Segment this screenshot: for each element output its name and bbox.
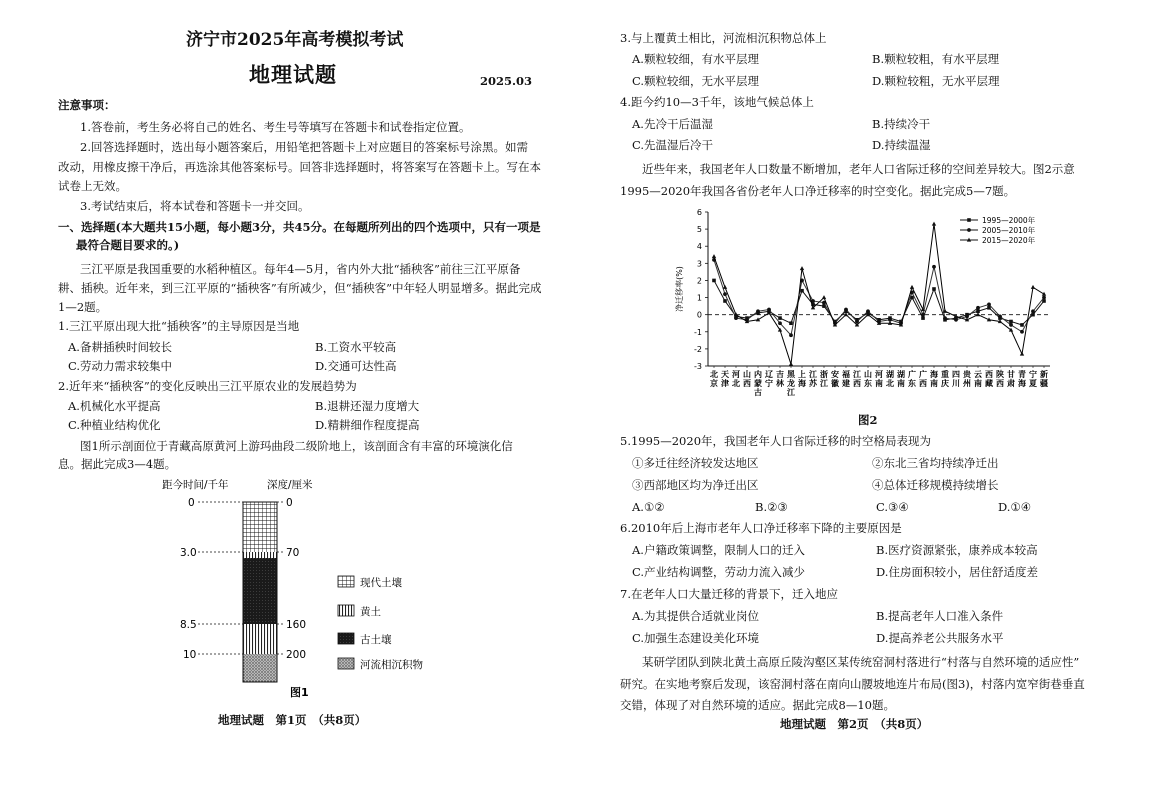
chart-y-tick-label: 3	[696, 259, 702, 269]
chart-data-point	[1020, 323, 1024, 327]
passage-line: 1—2题。	[58, 300, 108, 314]
chart-series-2	[712, 258, 1046, 337]
notice-line: 改动，用橡皮擦干净后，再选涂其他答案标号。回答非选择题时，将答案写在答题卡上。写在本	[58, 160, 541, 174]
chart-data-point	[932, 222, 936, 226]
chart-x-tick-label: 陕西	[996, 370, 1004, 388]
layer-paleosol	[243, 558, 277, 624]
passage-line: 交错，体现了对自然环境的适应。据此完成8—10题。	[620, 698, 895, 712]
question-2-option-b[interactable]: B.退耕还湿力度增大	[315, 399, 420, 413]
question-5-option-d[interactable]: D.①④	[998, 500, 1032, 514]
chart-data-point	[1031, 309, 1035, 313]
chart-data-point	[723, 299, 727, 303]
chart-y-tick-label: 1	[696, 293, 702, 303]
question-6-option-c[interactable]: C.产业结构调整，劳动力流入减少	[632, 565, 806, 579]
chart-data-point	[789, 321, 793, 325]
fig1-legend-item: 河流相沉积物	[360, 659, 423, 671]
chart-y-tick-label: 5	[696, 225, 702, 235]
chart-x-tick-label: 山东	[864, 370, 872, 388]
passage-line: 1995—2020年我国各省份老年人口净迁移率的时空变化。据此完成5—7题。	[620, 184, 1016, 198]
chart-series-line	[714, 224, 1044, 364]
chart-data-point	[1020, 330, 1024, 334]
chart-data-point	[712, 254, 716, 258]
layer-modern-soil	[243, 502, 277, 552]
chart-data-point	[921, 316, 925, 320]
chart-legend-label: 2005—2010年	[982, 226, 1036, 235]
question-7-option-b[interactable]: B.提高老年人口准入条件	[876, 609, 1004, 623]
fig1-left-tick: 8.5	[180, 619, 197, 631]
chart-legend-marker	[967, 228, 971, 232]
question-5-stem: 5.1995—2020年，我国老年人口省际迁移的时空格局表现为	[620, 434, 932, 448]
subject-title: 地理试题	[249, 62, 337, 87]
notice-line: 2.回答选择题时，选出每小题答案后，用铅笔把答题卡上对应题目的答案标号涂黑。如需	[80, 140, 528, 154]
question-1-option-b[interactable]: B.工资水平较高	[315, 340, 397, 354]
fig1-left-header: 距今时间/千年	[162, 479, 229, 491]
question-1-stem: 1.三江平原出现大批“插秧客”的主导原因是当地	[58, 319, 300, 333]
chart-x-tick-label: 云南	[974, 370, 982, 388]
chart-data-point	[976, 306, 980, 310]
chart-legend-label: 2015—2020年	[982, 236, 1036, 245]
page-2-footer: 地理试题 第2页 （共8页）	[780, 717, 929, 731]
chart-data-point	[800, 266, 804, 270]
question-3-option-a[interactable]: A.颗粒较细，有水平层理	[632, 52, 759, 66]
question-6-stem: 6.2010年后上海市老年人口净迁移率下降的主要原因是	[620, 521, 902, 535]
chart-x-tick-label: 上海	[798, 370, 806, 388]
chart-data-point	[756, 309, 760, 313]
chart-data-point	[1009, 323, 1013, 327]
chart-data-point	[789, 333, 793, 337]
figure-1	[150, 476, 450, 701]
question-5-option-a[interactable]: A.①②	[632, 500, 665, 514]
chart-data-point	[844, 308, 848, 312]
fig1-right-header: 深度/厘米	[267, 479, 313, 491]
page-2	[580, 0, 1158, 800]
chart-y-tick-label: -1	[694, 327, 702, 337]
question-2-option-a[interactable]: A.机械化水平提高	[68, 399, 161, 413]
chart-x-tick-label: 重庆	[941, 370, 949, 388]
chart-data-point	[712, 279, 716, 283]
chart-data-point	[723, 285, 727, 289]
chart-data-point	[822, 295, 826, 299]
chart-data-point	[734, 316, 738, 320]
chart-data-point	[1020, 352, 1024, 356]
chart-x-tick-label: 广西	[919, 370, 927, 388]
question-3-option-d[interactable]: D.颗粒较粗，无水平层理	[872, 74, 1000, 88]
chart-y-tick-label: 6	[696, 208, 702, 217]
chart-x-tick-label: 江苏	[809, 370, 817, 388]
question-4-stem: 4.距今约10—3千年，该地气候总体上	[620, 95, 814, 109]
chart-y-tick-label: -3	[694, 362, 702, 371]
fig1-right-tick: 200	[286, 649, 307, 661]
question-5-option-b[interactable]: B.②③	[755, 500, 788, 514]
fig1-right-tick: 70	[286, 547, 300, 559]
chart-y-tick-label: 0	[696, 310, 702, 320]
chart-y-tick-label: 4	[696, 242, 702, 252]
question-4-option-b[interactable]: B.持续冷干	[872, 117, 931, 131]
chart-x-tick-label: 青海	[1018, 370, 1026, 388]
chart-x-tick-label: 山西	[743, 370, 751, 388]
chart-x-tick-label: 湖南	[897, 370, 905, 388]
notice-line: 3.考试结束后，将本试卷和答题卡一并交回。	[80, 199, 310, 213]
chart-x-tick-label: 贵州	[963, 370, 971, 388]
chart-x-tick-label: 福建	[842, 370, 850, 388]
chart-data-point	[987, 303, 991, 307]
passage-line: 图1所示剖面位于青藏高原黄河上游玛曲段二级阶地上，该剖面含有丰富的环境演化信	[80, 439, 513, 453]
chart-x-tick-label: 广东	[908, 370, 916, 388]
question-5-statement-4: ④总体迁移规模持续增长	[872, 478, 999, 492]
fig1-left-tick: 3.0	[180, 547, 197, 559]
chart-y-label: 净迁移率(%)	[675, 266, 684, 312]
question-3-stem: 3.与上覆黄土相比，河流相沉积物总体上	[620, 31, 827, 45]
layer-loess	[243, 552, 277, 558]
question-1-option-d[interactable]: D.交通可达性高	[315, 359, 397, 373]
chart-data-point	[778, 316, 782, 320]
question-3-option-c[interactable]: C.颗粒较细，无水平层理	[632, 74, 760, 88]
chart-data-point	[910, 285, 914, 289]
fig2-caption: 图2	[858, 413, 878, 427]
chart-x-tick-label: 河北	[732, 370, 740, 388]
question-6-option-a[interactable]: A.户籍政策调整，限制人口的迁入	[632, 543, 805, 557]
exam-title: 济宁市2025年高考模拟考试	[186, 30, 404, 50]
chart-x-tick-label: 四川	[952, 370, 960, 388]
fig1-left-tick: 0	[188, 497, 195, 509]
question-7-option-c[interactable]: C.加强生态建设美化环境	[632, 631, 760, 645]
question-2-stem: 2.近年来“插秧客”的变化反映出三江平原农业的发展趋势为	[58, 379, 357, 393]
section-heading: 一、选择题(本大题共15小题，每小题3分，共45分。在每题所列出的四个选项中，只有一项是	[58, 220, 541, 234]
section-heading-cont: 最符合题目要求的。)	[76, 238, 180, 252]
passage-line: 耕、插秧。近年来，到三江平原的“插秧客”有所减少，但“插秧客”中年轻人明显增多。据此完成	[58, 281, 542, 295]
passage-line: 三江平原是我国重要的水稻种植区。每年4—5月，省内外大批“插秧客”前往三江平原备	[80, 262, 521, 276]
chart-x-tick-label: 安徽	[831, 370, 839, 388]
chart-series-1	[712, 279, 1046, 327]
question-2-option-d[interactable]: D.精耕细作程度提高	[315, 418, 420, 432]
chart-x-tick-label: 内蒙古	[754, 370, 762, 397]
chart-x-tick-label: 天津	[721, 370, 729, 388]
notice-line: 试卷上无效。	[58, 179, 127, 193]
chart-data-point	[789, 362, 793, 366]
question-1-option-c[interactable]: C.劳动力需求较集中	[68, 359, 173, 373]
question-5-statement-3: ③西部地区均为净迁出区	[632, 478, 759, 492]
chart-x-tick-label: 辽宁	[765, 370, 773, 388]
notice-line: 1.答卷前，考生务必将自己的姓名、考生号等填写在答题卡和试卷指定位置。	[80, 120, 471, 134]
question-7-stem: 7.在老年人口大量迁移的背景下，迁入地应	[620, 587, 838, 601]
question-5-option-c[interactable]: C.③④	[876, 500, 909, 514]
chart-y-tick-label: 2	[696, 276, 702, 286]
chart-x-tick-label: 北京	[710, 370, 718, 388]
fig1-right-tick: 160	[286, 619, 307, 631]
chart-data-point	[1009, 320, 1013, 324]
layer-fluvial	[243, 654, 277, 682]
passage-line: 息。据此完成3—4题。	[58, 457, 177, 471]
chart-data-point	[943, 316, 947, 320]
layer-loess-lower	[243, 624, 277, 654]
chart-x-tick-label: 新疆	[1040, 370, 1048, 388]
question-2-option-c[interactable]: C.种植业结构优化	[68, 418, 161, 432]
chart-x-tick-label: 河南	[875, 370, 883, 388]
chart-x-tick-label: 黑龙江	[787, 370, 795, 397]
chart-x-tick-label: 江西	[853, 370, 861, 388]
chart-data-point	[1031, 285, 1035, 289]
chart-data-point	[987, 306, 991, 310]
chart-x-tick-label: 浙江	[820, 370, 828, 388]
question-3-option-b[interactable]: B.颗粒较粗，有水平层理	[872, 52, 1000, 66]
chart-data-point	[1042, 296, 1046, 300]
chart-data-point	[800, 289, 804, 293]
chart-data-point	[723, 292, 727, 296]
chart-data-point	[778, 321, 782, 325]
fig1-caption: 图1	[290, 686, 309, 699]
chart-legend-label: 1995—2000年	[982, 216, 1036, 225]
passage-line: 近些年来，我国老年人口数量不断增加，老年人口省际迁移的空间差异较大。图2示意	[642, 162, 1075, 176]
chart-x-tick-label: 宁夏	[1029, 370, 1037, 388]
chart-x-tick-label: 海南	[930, 370, 938, 388]
question-6-option-d[interactable]: D.住房面积较小，居住舒适度差	[876, 565, 1038, 579]
question-1-option-a[interactable]: A.备耕插秧时间较长	[68, 340, 172, 354]
passage-line: 研究。在实地考察后发现，该窑洞村落在南向山腰坡地连片布局(图3)，村落内宽窄街巷垂直	[620, 677, 1085, 691]
chart-data-point	[954, 318, 958, 322]
notice-heading: 注意事项：	[58, 98, 116, 112]
fig1-legend-item: 现代土壤	[360, 577, 402, 589]
chart-x-tick-label: 吉林	[776, 370, 784, 388]
question-7-option-d[interactable]: D.提高养老公共服务水平	[876, 631, 1004, 645]
fig1-left-tick: 10	[183, 649, 197, 661]
figure-2-chart	[660, 200, 1080, 430]
fig1-right-tick: 0	[286, 497, 293, 509]
exam-date: 2025.03	[480, 74, 533, 88]
chart-x-tick-label: 湖北	[886, 370, 894, 388]
chart-legend-marker	[967, 218, 971, 222]
page-1-footer: 地理试题 第1页 （共8页）	[218, 713, 367, 727]
chart-x-tick-label: 甘肃	[1007, 370, 1015, 388]
question-5-statement-2: ②东北三省均持续净迁出	[872, 456, 999, 470]
question-4-option-c[interactable]: C.先温湿后冷干	[632, 138, 714, 152]
question-6-option-b[interactable]: B.医疗资源紧张，康养成本较高	[876, 543, 1038, 557]
question-4-option-d[interactable]: D.持续温湿	[872, 138, 931, 152]
fig1-legend-item: 古土壤	[360, 634, 392, 646]
chart-y-tick-label: -2	[694, 344, 702, 354]
chart-data-point	[932, 265, 936, 269]
question-4-option-a[interactable]: A.先冷干后温湿	[632, 117, 713, 131]
fig1-legend-item: 黄土	[360, 606, 381, 618]
chart-x-tick-label: 西藏	[985, 370, 993, 388]
question-7-option-a[interactable]: A.为其提供合适就业岗位	[632, 609, 759, 623]
question-5-statement-1: ①多迁往经济较发达地区	[632, 456, 759, 470]
passage-line: 某研学团队到陕北黄土高原丘陵沟壑区某传统窑洞村落进行“村落与自然环境的适应性”	[642, 655, 1080, 669]
chart-data-point	[932, 287, 936, 291]
